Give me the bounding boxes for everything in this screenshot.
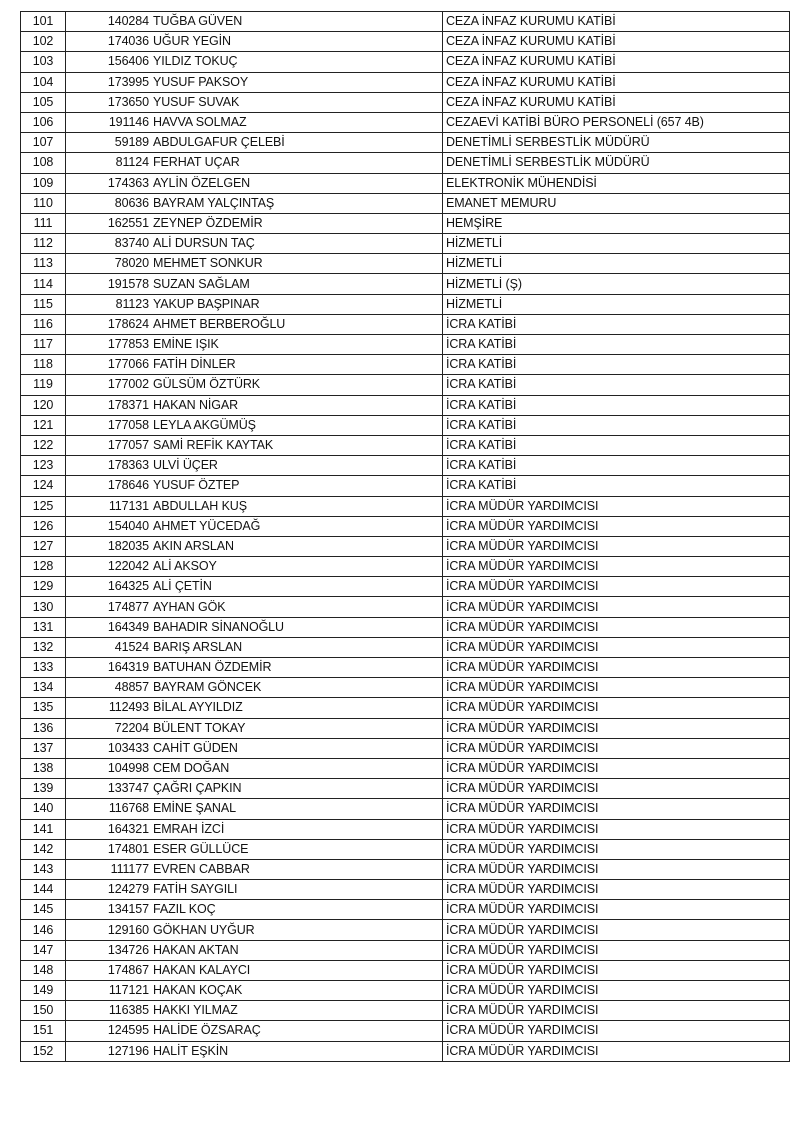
job-title-cell: CEZA İNFAZ KURUMU KATİBİ [443,92,790,112]
row-number-cell: 141 [21,819,66,839]
row-number-cell: 101 [21,12,66,32]
job-title-cell: CEZA İNFAZ KURUMU KATİBİ [443,72,790,92]
table-row [21,516,790,536]
table-row [21,900,790,920]
table-row [21,476,790,496]
job-title-cell: İCRA MÜDÜR YARDIMCISI [443,1001,790,1021]
table-row [21,355,790,375]
registry-number-cell: 81123 [66,294,152,314]
job-title-cell: İCRA MÜDÜR YARDIMCISI [443,577,790,597]
job-title-cell: İCRA MÜDÜR YARDIMCISI [443,981,790,1001]
full-name-cell: AHMET BERBEROĞLU [151,314,443,334]
full-name-cell: EMİNE ŞANAL [151,799,443,819]
row-number-cell: 113 [21,254,66,274]
full-name-cell: HAKAN NİGAR [151,395,443,415]
job-title-cell: İCRA MÜDÜR YARDIMCISI [443,678,790,698]
row-number-cell: 129 [21,577,66,597]
table-row [21,496,790,516]
registry-number-cell: 174877 [66,597,152,617]
table-row [21,536,790,556]
registry-number-cell: 80636 [66,193,152,213]
full-name-cell: BİLAL AYYILDIZ [151,698,443,718]
row-number-cell: 140 [21,799,66,819]
table-row [21,72,790,92]
personnel-table [20,11,790,1062]
row-number-cell: 102 [21,32,66,52]
table-row [21,658,790,678]
registry-number-cell: 134726 [66,940,152,960]
registry-number-cell: 178363 [66,456,152,476]
full-name-cell: EMİNE IŞIK [151,335,443,355]
row-number-cell: 122 [21,435,66,455]
registry-number-cell: 174363 [66,173,152,193]
table-row [21,799,790,819]
registry-number-cell: 122042 [66,557,152,577]
row-number-cell: 120 [21,395,66,415]
job-title-cell: HİZMETLİ [443,294,790,314]
job-title-cell: İCRA MÜDÜR YARDIMCISI [443,799,790,819]
job-title-cell: İCRA MÜDÜR YARDIMCISI [443,658,790,678]
table-row [21,294,790,314]
table-row [21,597,790,617]
full-name-cell: MEHMET SONKUR [151,254,443,274]
registry-number-cell: 48857 [66,678,152,698]
row-number-cell: 114 [21,274,66,294]
table-row [21,254,790,274]
registry-number-cell: 103433 [66,738,152,758]
full-name-cell: ALİ AKSOY [151,557,443,577]
row-number-cell: 139 [21,779,66,799]
table-row [21,274,790,294]
full-name-cell: HAKAN KOÇAK [151,981,443,1001]
registry-number-cell: 164319 [66,658,152,678]
table-row [21,779,790,799]
full-name-cell: HALİDE ÖZSARAÇ [151,1021,443,1041]
job-title-cell: İCRA MÜDÜR YARDIMCISI [443,597,790,617]
full-name-cell: HAKKI YILMAZ [151,1001,443,1021]
row-number-cell: 134 [21,678,66,698]
row-number-cell: 109 [21,173,66,193]
table-row [21,133,790,153]
row-number-cell: 149 [21,981,66,1001]
full-name-cell: AYLİN ÖZELGEN [151,173,443,193]
table-row [21,839,790,859]
full-name-cell: YUSUF PAKSOY [151,72,443,92]
row-number-cell: 107 [21,133,66,153]
table-row [21,52,790,72]
registry-number-cell: 81124 [66,153,152,173]
job-title-cell: İCRA MÜDÜR YARDIMCISI [443,758,790,778]
registry-number-cell: 129160 [66,920,152,940]
job-title-cell: İCRA MÜDÜR YARDIMCISI [443,516,790,536]
table-row [21,32,790,52]
registry-number-cell: 78020 [66,254,152,274]
row-number-cell: 118 [21,355,66,375]
full-name-cell: GÜLSÜM ÖZTÜRK [151,375,443,395]
table-row [21,960,790,980]
table-row [21,1041,790,1061]
job-title-cell: İCRA KATİBİ [443,314,790,334]
registry-number-cell: 173650 [66,92,152,112]
table-row [21,375,790,395]
registry-number-cell: 127196 [66,1041,152,1061]
registry-number-cell: 191578 [66,274,152,294]
full-name-cell: YILDIZ TOKUÇ [151,52,443,72]
full-name-cell: LEYLA AKGÜMÜŞ [151,415,443,435]
full-name-cell: ZEYNEP ÖZDEMİR [151,213,443,233]
registry-number-cell: 117131 [66,496,152,516]
row-number-cell: 146 [21,920,66,940]
table-row [21,880,790,900]
row-number-cell: 136 [21,718,66,738]
job-title-cell: İCRA MÜDÜR YARDIMCISI [443,496,790,516]
job-title-cell: İCRA KATİBİ [443,355,790,375]
job-title-cell: İCRA MÜDÜR YARDIMCISI [443,779,790,799]
table-row [21,920,790,940]
job-title-cell: İCRA MÜDÜR YARDIMCISI [443,880,790,900]
table-row [21,758,790,778]
registry-number-cell: 173995 [66,72,152,92]
full-name-cell: CAHİT GÜDEN [151,738,443,758]
row-number-cell: 105 [21,92,66,112]
job-title-cell: EMANET MEMURU [443,193,790,213]
row-number-cell: 112 [21,234,66,254]
row-number-cell: 130 [21,597,66,617]
registry-number-cell: 72204 [66,718,152,738]
table-row [21,718,790,738]
registry-number-cell: 191146 [66,112,152,132]
full-name-cell: HAKAN AKTAN [151,940,443,960]
table-row [21,678,790,698]
job-title-cell: İCRA KATİBİ [443,415,790,435]
full-name-cell: HALİT EŞKİN [151,1041,443,1061]
row-number-cell: 106 [21,112,66,132]
job-title-cell: HİZMETLİ [443,254,790,274]
table-row [21,940,790,960]
row-number-cell: 117 [21,335,66,355]
registry-number-cell: 164321 [66,819,152,839]
row-number-cell: 151 [21,1021,66,1041]
table-row [21,173,790,193]
row-number-cell: 131 [21,617,66,637]
registry-number-cell: 140284 [66,12,152,32]
registry-number-cell: 177058 [66,415,152,435]
job-title-cell: İCRA MÜDÜR YARDIMCISI [443,920,790,940]
registry-number-cell: 154040 [66,516,152,536]
job-title-cell: DENETİMLİ SERBESTLİK MÜDÜRÜ [443,153,790,173]
row-number-cell: 116 [21,314,66,334]
personnel-table-body [21,12,790,1062]
registry-number-cell: 177002 [66,375,152,395]
full-name-cell: BATUHAN ÖZDEMİR [151,658,443,678]
full-name-cell: ALİ ÇETİN [151,577,443,597]
table-row [21,456,790,476]
row-number-cell: 115 [21,294,66,314]
table-row [21,981,790,1001]
job-title-cell: İCRA MÜDÜR YARDIMCISI [443,718,790,738]
registry-number-cell: 162551 [66,213,152,233]
full-name-cell: AHMET YÜCEDAĞ [151,516,443,536]
job-title-cell: İCRA KATİBİ [443,335,790,355]
job-title-cell: İCRA MÜDÜR YARDIMCISI [443,900,790,920]
table-row [21,859,790,879]
job-title-cell: İCRA MÜDÜR YARDIMCISI [443,617,790,637]
full-name-cell: ULVİ ÜÇER [151,456,443,476]
row-number-cell: 128 [21,557,66,577]
row-number-cell: 110 [21,193,66,213]
registry-number-cell: 59189 [66,133,152,153]
row-number-cell: 143 [21,859,66,879]
registry-number-cell: 117121 [66,981,152,1001]
registry-number-cell: 116385 [66,1001,152,1021]
registry-number-cell: 164325 [66,577,152,597]
row-number-cell: 138 [21,758,66,778]
row-number-cell: 126 [21,516,66,536]
registry-number-cell: 177066 [66,355,152,375]
full-name-cell: FATİH DİNLER [151,355,443,375]
full-name-cell: HAVVA SOLMAZ [151,112,443,132]
full-name-cell: BÜLENT TOKAY [151,718,443,738]
registry-number-cell: 178371 [66,395,152,415]
row-number-cell: 142 [21,839,66,859]
registry-number-cell: 177853 [66,335,152,355]
job-title-cell: İCRA MÜDÜR YARDIMCISI [443,536,790,556]
job-title-cell: İCRA MÜDÜR YARDIMCISI [443,839,790,859]
table-row [21,314,790,334]
job-title-cell: CEZA İNFAZ KURUMU KATİBİ [443,32,790,52]
job-title-cell: İCRA MÜDÜR YARDIMCISI [443,1021,790,1041]
full-name-cell: BAYRAM YALÇINTAŞ [151,193,443,213]
row-number-cell: 152 [21,1041,66,1061]
table-row [21,213,790,233]
row-number-cell: 125 [21,496,66,516]
full-name-cell: FERHAT UÇAR [151,153,443,173]
full-name-cell: TUĞBA GÜVEN [151,12,443,32]
full-name-cell: AKIN ARSLAN [151,536,443,556]
registry-number-cell: 178646 [66,476,152,496]
job-title-cell: İCRA MÜDÜR YARDIMCISI [443,960,790,980]
job-title-cell: İCRA MÜDÜR YARDIMCISI [443,637,790,657]
row-number-cell: 124 [21,476,66,496]
registry-number-cell: 133747 [66,779,152,799]
registry-number-cell: 174801 [66,839,152,859]
registry-number-cell: 182035 [66,536,152,556]
table-row [21,395,790,415]
registry-number-cell: 124595 [66,1021,152,1041]
full-name-cell: UĞUR YEGİN [151,32,443,52]
full-name-cell: SUZAN SAĞLAM [151,274,443,294]
registry-number-cell: 116768 [66,799,152,819]
job-title-cell: İCRA KATİBİ [443,456,790,476]
job-title-cell: İCRA MÜDÜR YARDIMCISI [443,940,790,960]
table-row [21,557,790,577]
row-number-cell: 148 [21,960,66,980]
table-row [21,415,790,435]
table-row [21,617,790,637]
job-title-cell: İCRA MÜDÜR YARDIMCISI [443,1041,790,1061]
row-number-cell: 119 [21,375,66,395]
full-name-cell: CEM DOĞAN [151,758,443,778]
job-title-cell: DENETİMLİ SERBESTLİK MÜDÜRÜ [443,133,790,153]
full-name-cell: BAYRAM GÖNCEK [151,678,443,698]
row-number-cell: 150 [21,1001,66,1021]
row-number-cell: 145 [21,900,66,920]
registry-number-cell: 178624 [66,314,152,334]
row-number-cell: 121 [21,415,66,435]
table-row [21,698,790,718]
row-number-cell: 111 [21,213,66,233]
row-number-cell: 144 [21,880,66,900]
row-number-cell: 123 [21,456,66,476]
job-title-cell: İCRA KATİBİ [443,395,790,415]
registry-number-cell: 124279 [66,880,152,900]
job-title-cell: İCRA KATİBİ [443,375,790,395]
full-name-cell: EMRAH İZCİ [151,819,443,839]
registry-number-cell: 177057 [66,435,152,455]
job-title-cell: İCRA MÜDÜR YARDIMCISI [443,738,790,758]
table-row [21,92,790,112]
row-number-cell: 147 [21,940,66,960]
full-name-cell: ALİ DURSUN TAÇ [151,234,443,254]
full-name-cell: ESER GÜLLÜCE [151,839,443,859]
registry-number-cell: 104998 [66,758,152,778]
full-name-cell: FATİH SAYGILI [151,880,443,900]
full-name-cell: ÇAĞRI ÇAPKIN [151,779,443,799]
table-row [21,112,790,132]
registry-number-cell: 112493 [66,698,152,718]
job-title-cell: İCRA KATİBİ [443,435,790,455]
table-row [21,193,790,213]
row-number-cell: 132 [21,637,66,657]
job-title-cell: CEZA İNFAZ KURUMU KATİBİ [443,12,790,32]
full-name-cell: GÖKHAN UYĞUR [151,920,443,940]
table-row [21,153,790,173]
job-title-cell: CEZA İNFAZ KURUMU KATİBİ [443,52,790,72]
table-row [21,234,790,254]
registry-number-cell: 111177 [66,859,152,879]
row-number-cell: 103 [21,52,66,72]
table-row [21,435,790,455]
full-name-cell: YUSUF SUVAK [151,92,443,112]
row-number-cell: 108 [21,153,66,173]
job-title-cell: İCRA MÜDÜR YARDIMCISI [443,819,790,839]
table-row [21,335,790,355]
registry-number-cell: 41524 [66,637,152,657]
row-number-cell: 104 [21,72,66,92]
full-name-cell: BAHADIR SİNANOĞLU [151,617,443,637]
job-title-cell: CEZAEVİ KATİBİ BÜRO PERSONELİ (657 4B) [443,112,790,132]
registry-number-cell: 174036 [66,32,152,52]
registry-number-cell: 164349 [66,617,152,637]
table-row [21,12,790,32]
job-title-cell: ELEKTRONİK MÜHENDİSİ [443,173,790,193]
row-number-cell: 127 [21,536,66,556]
job-title-cell: İCRA KATİBİ [443,476,790,496]
full-name-cell: HAKAN KALAYCI [151,960,443,980]
registry-number-cell: 174867 [66,960,152,980]
full-name-cell: SAMİ REFİK KAYTAK [151,435,443,455]
full-name-cell: EVREN CABBAR [151,859,443,879]
job-title-cell: İCRA MÜDÜR YARDIMCISI [443,557,790,577]
row-number-cell: 133 [21,658,66,678]
registry-number-cell: 156406 [66,52,152,72]
registry-number-cell: 83740 [66,234,152,254]
job-title-cell: HEMŞİRE [443,213,790,233]
full-name-cell: BARIŞ ARSLAN [151,637,443,657]
full-name-cell: ABDULLAH KUŞ [151,496,443,516]
full-name-cell: ABDULGAFUR ÇELEBİ [151,133,443,153]
job-title-cell: İCRA MÜDÜR YARDIMCISI [443,859,790,879]
table-row [21,577,790,597]
table-row [21,738,790,758]
table-row [21,1021,790,1041]
job-title-cell: İCRA MÜDÜR YARDIMCISI [443,698,790,718]
full-name-cell: YUSUF ÖZTEP [151,476,443,496]
table-row [21,637,790,657]
row-number-cell: 137 [21,738,66,758]
full-name-cell: YAKUP BAŞPINAR [151,294,443,314]
registry-number-cell: 134157 [66,900,152,920]
job-title-cell: HİZMETLİ (Ş) [443,274,790,294]
full-name-cell: AYHAN GÖK [151,597,443,617]
table-row [21,819,790,839]
job-title-cell: HİZMETLİ [443,234,790,254]
table-row [21,1001,790,1021]
row-number-cell: 135 [21,698,66,718]
full-name-cell: FAZIL KOÇ [151,900,443,920]
